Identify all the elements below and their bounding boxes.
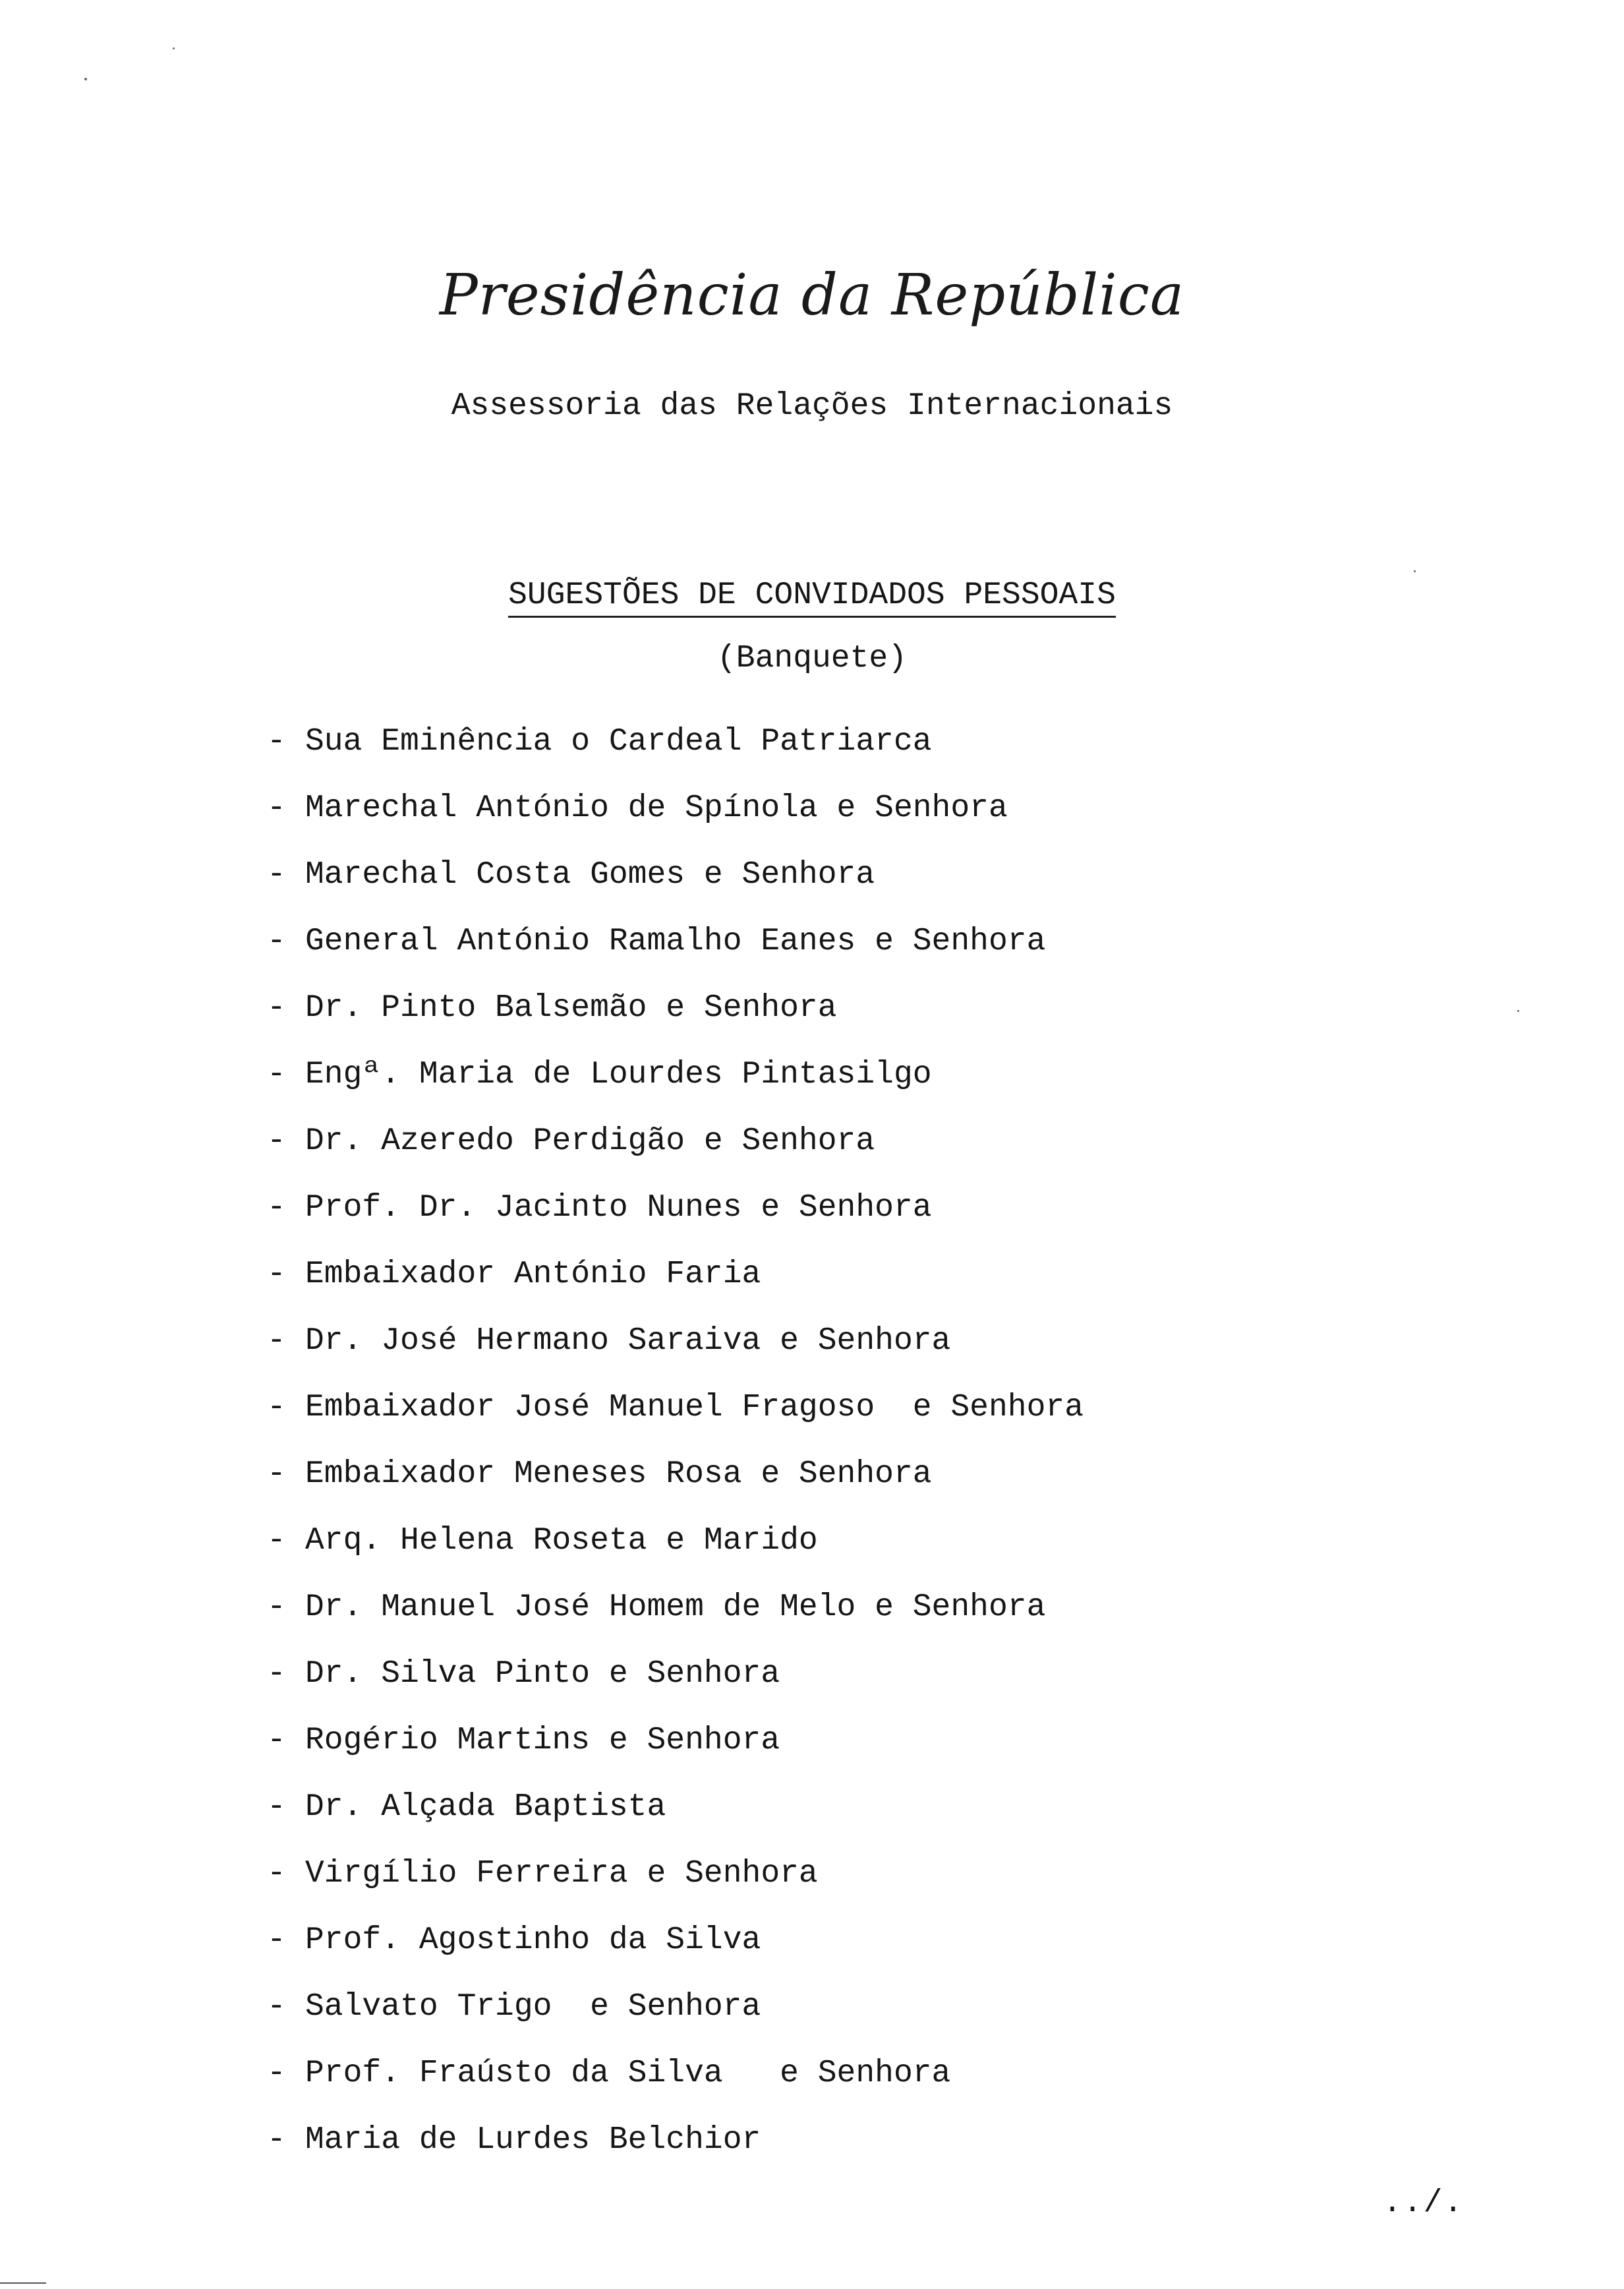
scan-speck [84, 78, 87, 80]
guest-list-item [267, 988, 1084, 1055]
guest-name: Dr. José Hermano Saraiva e Senhora [305, 1323, 951, 1359]
document-title-text: SUGESTÕES DE CONVIDADOS PESSOAIS [508, 578, 1116, 618]
list-dash: - [267, 1723, 286, 1758]
guest-name: Prof. Agostinho da Silva [305, 1922, 761, 1958]
guest-list-item [267, 1787, 1084, 1854]
guest-list-item [267, 1321, 1084, 1388]
guest-list-item [267, 855, 1084, 922]
scan-speck [1517, 1010, 1519, 1012]
continuation-mark: ../. [1383, 2185, 1464, 2221]
document-title [0, 577, 1624, 615]
list-dash: - [267, 924, 286, 959]
guest-name: Embaixador José Manuel Fragoso e Senhora [305, 1390, 1084, 1425]
guest-name: Dr. Azeredo Perdigão e Senhora [305, 1123, 875, 1159]
list-dash: - [267, 1656, 286, 1692]
document-subtitle: (Banquete) [716, 641, 908, 676]
guest-list-item [267, 1654, 1084, 1721]
guest-name: Dr. Manuel José Homem de Melo e Senhora [305, 1590, 1046, 1625]
list-dash: - [267, 1390, 286, 1425]
guest-name: Maria de Lurdes Belchior [305, 2122, 761, 2158]
list-dash: - [267, 857, 286, 893]
guest-name: Dr. Alçada Baptista [305, 1789, 666, 1825]
scan-edge-mark [0, 2282, 46, 2284]
guest-name: Rogério Martins e Senhora [305, 1723, 780, 1758]
list-dash: - [267, 1856, 286, 1891]
guest-name: Prof. Fraústo da Silva e Senhora [305, 2056, 951, 2091]
guest-list-item [267, 2120, 1084, 2187]
guest-list-item [267, 1854, 1084, 1920]
list-dash: - [267, 2056, 286, 2091]
guest-name: Marechal António de Spínola e Senhora [305, 790, 1008, 826]
list-dash: - [267, 1590, 286, 1625]
guest-list-item [267, 922, 1084, 988]
guest-list-item [267, 1255, 1084, 1321]
guest-list-item [267, 1388, 1084, 1454]
guest-name: Sua Eminência o Cardeal Patriarca [305, 724, 932, 759]
list-dash: - [267, 1190, 286, 1226]
scan-speck [1414, 570, 1416, 572]
guest-list-item [267, 1188, 1084, 1255]
guest-name: Virgílio Ferreira e Senhora [305, 1856, 818, 1891]
guest-name: Dr. Pinto Balsemão e Senhora [305, 990, 837, 1026]
list-dash: - [267, 1257, 286, 1292]
list-dash: - [267, 1323, 286, 1359]
list-dash: - [267, 724, 286, 759]
guest-name: Embaixador Meneses Rosa e Senhora [305, 1456, 932, 1492]
guest-name: Salvato Trigo e Senhora [305, 1989, 761, 2025]
list-dash: - [267, 1057, 286, 1092]
list-dash: - [267, 1789, 286, 1825]
list-dash: - [267, 1989, 286, 2025]
list-dash: - [267, 1922, 286, 1958]
guest-name: Arq. Helena Roseta e Marido [305, 1523, 818, 1559]
guest-list-item [267, 1721, 1084, 1787]
guest-list-item [267, 1987, 1084, 2054]
guest-list-item [267, 722, 1084, 788]
guest-list-item [267, 1588, 1084, 1654]
list-dash: - [267, 1123, 286, 1159]
guest-name: General António Ramalho Eanes e Senhora [305, 924, 1046, 959]
guest-list-item [267, 788, 1084, 855]
guest-name: Embaixador António Faria [305, 1257, 761, 1292]
list-dash: - [267, 790, 286, 826]
scan-speck [173, 47, 175, 49]
guest-list-item [267, 1521, 1084, 1588]
guest-name: Prof. Dr. Jacinto Nunes e Senhora [305, 1190, 932, 1226]
list-dash: - [267, 2122, 286, 2158]
list-dash: - [267, 1456, 286, 1492]
guest-list-item [267, 1121, 1084, 1188]
guest-list-item [267, 1454, 1084, 1521]
guest-name: Dr. Silva Pinto e Senhora [305, 1656, 780, 1692]
guest-list [267, 722, 1084, 2187]
guest-list-item [267, 1920, 1084, 1987]
letterhead-subtitle: Assessoria das Relações Internacionais [451, 388, 1173, 424]
list-dash: - [267, 1523, 286, 1559]
guest-list-item [267, 2054, 1084, 2120]
guest-list-item [267, 1055, 1084, 1121]
guest-name: Marechal Costa Gomes e Senhora [305, 857, 875, 893]
list-dash: - [267, 990, 286, 1026]
guest-name: Engª. Maria de Lourdes Pintasilgo [305, 1057, 932, 1092]
letterhead-title: Presidência da República [439, 262, 1185, 328]
